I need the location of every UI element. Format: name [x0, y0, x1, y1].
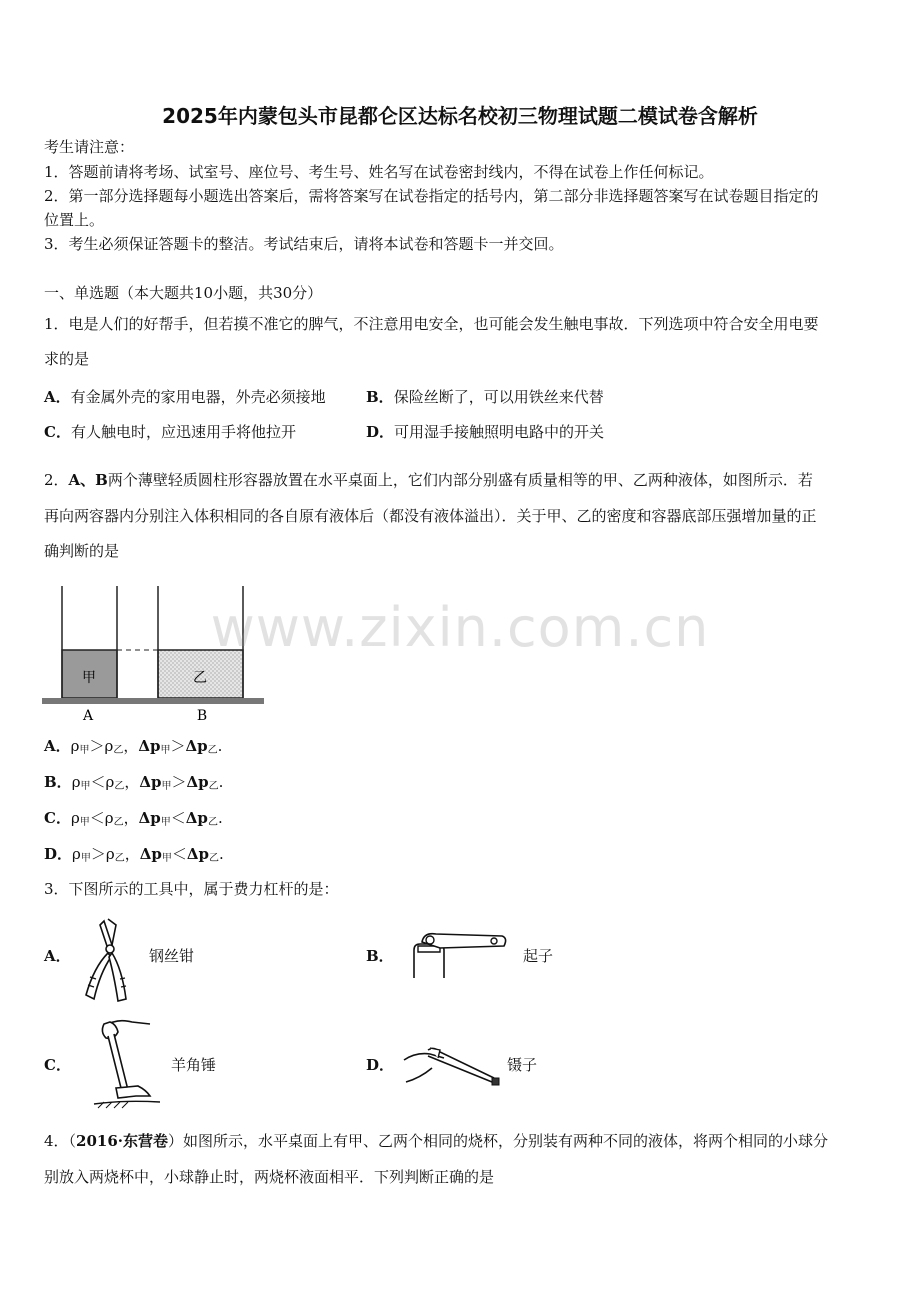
separator: ， — [124, 773, 140, 791]
period: . — [218, 773, 224, 791]
relation: ＜ — [89, 809, 105, 827]
rho-symbol: ρ — [70, 809, 80, 827]
section-heading: 一、单选题（本大题共10小题，共30分） — [44, 284, 323, 302]
notice-item-1: 1．答题前请将考场、试室号、座位号、考生号、姓名写在试卷密封线内，不得在试卷上作任何标记。 — [44, 163, 714, 181]
separator: ， — [123, 737, 139, 755]
option-letter: D． — [44, 845, 73, 863]
q2-option-c — [44, 807, 223, 834]
rho-symbol: ρ — [70, 737, 80, 755]
period: . — [219, 845, 224, 863]
rho-symbol: ρ — [104, 809, 114, 827]
q4-number: 4．（ — [44, 1132, 77, 1150]
sub-yi: 乙 — [207, 745, 218, 756]
option-letter: D． — [366, 423, 395, 441]
option-text: 保险丝断了，可以用铁丝来代替 — [393, 388, 604, 406]
q2-stem-line1 — [44, 469, 813, 491]
q2-ab: A、B — [68, 471, 108, 489]
q3-option-c-label: 羊角锤 — [171, 1056, 217, 1074]
q3-option-c-letter: C． — [44, 1056, 71, 1074]
delta-p: Δp — [139, 845, 162, 863]
q1-stem-line2: 求的是 — [44, 350, 90, 368]
separator: ， — [124, 845, 140, 863]
q1-option-d — [366, 421, 604, 443]
sub-jia: 甲 — [80, 853, 91, 864]
page-title: 2025年内蒙包头市昆都仑区达标名校初三物理试题二模试卷含解析 — [162, 104, 758, 128]
q2-stem-line3: 确判断的是 — [44, 542, 120, 560]
option-text: 可用湿手接触照明电路中的开关 — [394, 423, 605, 441]
delta-p: Δp — [139, 773, 162, 791]
sub-yi: 乙 — [114, 853, 125, 864]
sub-jia: 甲 — [160, 817, 171, 828]
sub-jia: 甲 — [79, 817, 90, 828]
sub-jia: 甲 — [79, 745, 90, 756]
claw-hammer-icon — [92, 1016, 162, 1110]
sub-yi: 乙 — [207, 817, 218, 828]
q1-option-c — [44, 421, 296, 443]
notice-item-2: 2．第一部分选择题每小题选出答案后，需将答案写在试卷指定的括号内，第二部分非选择题答案写在试卷题目指定的 — [44, 187, 819, 205]
sub-yi: 乙 — [208, 781, 219, 792]
q4-stem-line1 — [44, 1130, 828, 1152]
q1-option-b — [366, 386, 604, 408]
sub-yi: 乙 — [209, 853, 219, 864]
table-surface — [42, 698, 264, 704]
q4-stem-line2: 别放入两烧杯中，小球静止时，两烧杯液面相平．下列判断正确的是 — [44, 1168, 495, 1186]
q3-option-d-label: 镊子 — [507, 1056, 538, 1074]
option-letter: A． — [44, 737, 71, 755]
q2-option-b — [44, 771, 223, 798]
option-letter: C． — [44, 423, 71, 441]
relation: ＞ — [90, 845, 106, 863]
q2-stem-text: 两个薄壁轻质圆柱形容器放置在水平桌面上，它们内部分别盛有质量相等的甲、乙两种液体，如图所示．若 — [107, 471, 813, 489]
q2-option-a — [44, 735, 222, 762]
label-jia: 甲 — [82, 670, 96, 686]
relation: ＜ — [171, 845, 187, 863]
period: . — [217, 809, 223, 827]
sub-jia: 甲 — [160, 745, 171, 756]
q3-option-a-letter: A． — [44, 947, 71, 965]
delta-p: Δp — [186, 845, 209, 863]
delta-p: Δp — [186, 773, 209, 791]
pliers-icon — [78, 915, 138, 1005]
rho-symbol: ρ — [72, 845, 81, 863]
notice-item-3: 3．考生必须保证答题卡的整洁。考试结束后，请将本试卷和答题卡一并交回。 — [44, 235, 564, 253]
relation: ＞ — [89, 737, 105, 755]
q2-stem-line2: 再向两容器内分别注入体积相同的各自原有液体后（都没有液体溢出）．关于甲、乙的密度和容器底部压强增加量的正 — [44, 507, 817, 525]
relation: ＜ — [170, 809, 186, 827]
sub-yi: 乙 — [113, 745, 124, 756]
q2-number: 2． — [44, 471, 69, 489]
rho-symbol: ρ — [71, 773, 81, 791]
rho-symbol: ρ — [104, 737, 114, 755]
relation: ＞ — [170, 737, 186, 755]
delta-p: Δp — [185, 737, 208, 755]
notice-heading: 考生请注意： — [44, 138, 135, 156]
option-letter: B． — [366, 388, 394, 406]
sub-jia: 甲 — [161, 853, 172, 864]
delta-p: Δp — [185, 809, 208, 827]
period: . — [217, 737, 223, 755]
relation: ＜ — [90, 773, 106, 791]
option-text: 有人触电时，应迅速用手将他拉开 — [70, 423, 296, 441]
sub-yi: 乙 — [114, 781, 125, 792]
sub-jia: 甲 — [80, 781, 91, 792]
tweezers-icon — [400, 1038, 504, 1090]
notice-item-2-cont: 位置上。 — [44, 211, 105, 229]
q3-stem: 3．下图所示的工具中，属于费力杠杆的是： — [44, 880, 339, 898]
rho-symbol: ρ — [105, 845, 115, 863]
q1-option-a — [44, 386, 326, 408]
q4-source: 2016·东营卷 — [76, 1132, 169, 1150]
option-letter: A． — [44, 388, 71, 406]
rho-symbol: ρ — [105, 773, 115, 791]
delta-p: Δp — [138, 737, 161, 755]
option-text: 有金属外壳的家用电器，外壳必须接地 — [70, 388, 326, 406]
delta-p: Δp — [138, 809, 161, 827]
q3-option-d-letter: D． — [366, 1056, 395, 1074]
sub-jia: 甲 — [161, 781, 172, 792]
bottle-opener-icon — [410, 928, 510, 984]
label-b: B — [196, 708, 208, 724]
option-letter: C． — [44, 809, 71, 827]
q4-stem-text: ）如图所示，水平桌面上有甲、乙两个相同的烧杯，分别装有两种不同的液体，将两个相同的小球分 — [168, 1132, 829, 1150]
option-letter: B． — [44, 773, 72, 791]
relation: ＞ — [171, 773, 187, 791]
label-yi: 乙 — [193, 670, 207, 686]
separator: ， — [123, 809, 139, 827]
watermark: www.zixin.com.cn — [210, 596, 710, 659]
q2-option-d — [44, 843, 224, 870]
q1-stem-line1: 1．电是人们的好帮手，但若摸不准它的脾气，不注意用电安全，也可能会发生触电事故．下列选项中符合安全用电要 — [44, 315, 819, 333]
q3-option-b-label: 起子 — [523, 947, 554, 965]
label-a: A — [82, 708, 94, 724]
sub-yi: 乙 — [113, 817, 124, 828]
q3-option-b-letter: B． — [366, 947, 394, 965]
q3-option-a-label: 钢丝钳 — [149, 947, 195, 965]
